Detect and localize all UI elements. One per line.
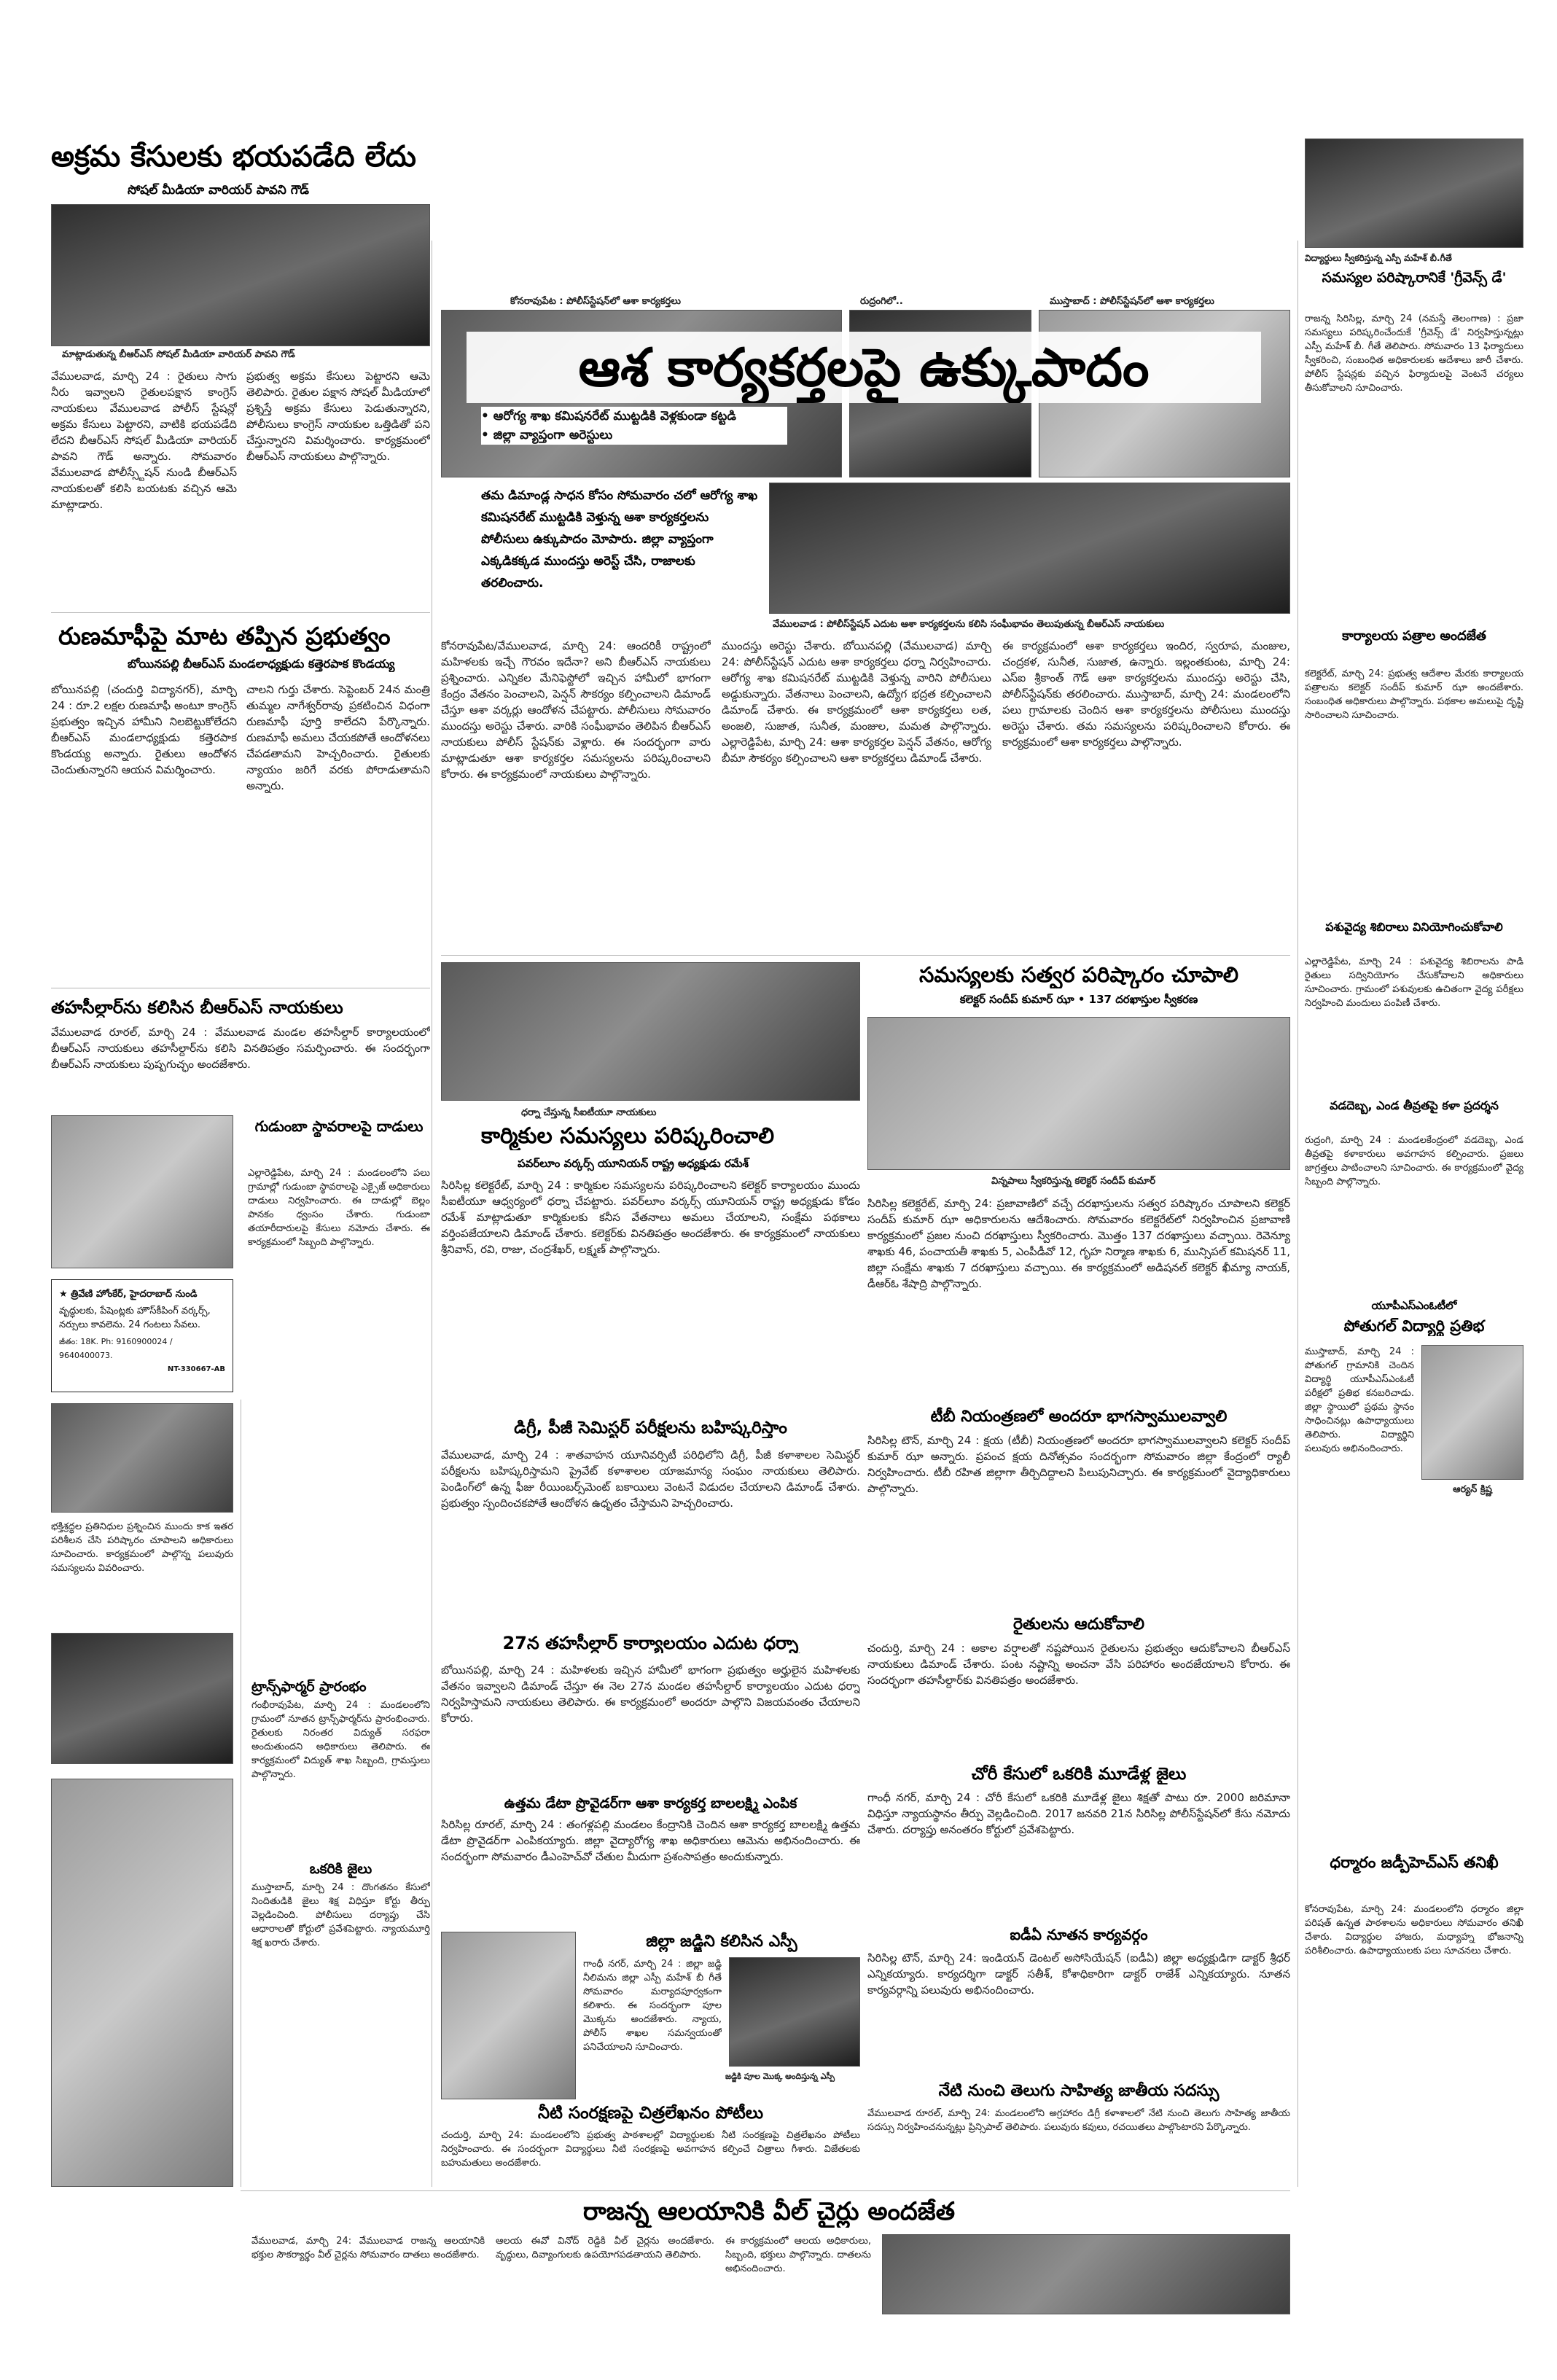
kicker-mustabad: ముస్తాబాద్ : పోలీస్‌స్టేషన్‌లో ఆశా కార్యకర్తలు — [1050, 296, 1214, 307]
bullet-item: • ఆరోగ్య శాఖ కమిషనరేట్ ముట్టడికి వెళ్లకుండా కట్టడి — [481, 407, 787, 426]
headline-rajanna-wheelchairs: రాజన్న ఆలయానికి వీల్ చైర్లు అందజేత — [582, 2197, 956, 2226]
story-text: చందుర్తి, మార్చి 24: మండలంలోని ప్రభుత్వ పాఠశాలల్లో విద్యార్థులకు నీటి సంరక్షణపై చిత్రలేఖనం పోటీలు నిర్వహించారు. ఈ సందర్భంగా విద్యార్థులు నీటి సంరక్షణపై అవగాహన కల్పించే చిత్రాలు గీశారు. విజేతలకు బహుమతులు అందజేశారు. — [441, 2130, 860, 2169]
story-text: ముందస్తు అరెస్టు చేశారు. బోయినపల్లి (వేములవాడ) మార్చి 24: పోలీస్‌స్టేషన్ ఎదుట ఆశా కార్యకర్తలు ధర్నా నిర్వహించారు. ఆరోగ్య శాఖ కమిషనరేట్ ముట్టడికి వెళ్తున్న వారిని పోలీసులు అడ్డుకున్నారు. వేతనాలు పెంచాలని, ఉద్యోగ భద్రత కల్పించాలని డిమాండ్ చేశారు. ఈ కార్యక్రమంలో ఆశా కార్యకర్తలు లత, అంజలి, సుజాత, సునీత, మంజుల, మమత పాల్గొన్నారు. ఎల్లారెడ్డిపేట, మార్చి 24: ఆశా కార్యకర్తల పెన్షన్ వేతనం, ఆరోగ్య బీమా సౌకర్యం కల్పించాలని ఆశా కార్యకర్తలు డిమాండ్ చేశారు. — [722, 639, 991, 765]
story-text: ప్రభుత్వ అక్రమ కేసులు పెట్టారని ఆమె తెలిపారు. రైతుల పక్షాన సోషల్ మీడియాలో ప్రశ్నిస్తే అక్రమ కేసులు పెడుతున్నారని, పోలీసులు కాంగ్రెస్ నాయకుల ఒత్తిడితో పని చేస్తున్నారని విమర్శించారు. కార్యక్రమంలో బీఆర్ఎస్ నాయకులు పాల్గొన్నారు. — [246, 370, 430, 463]
story-text: సిరిసిల్ల టౌన్, మార్చి 24 : క్షయ (టీబీ) నియంత్రణలో అందరూ భాగస్వాములవ్వాలని కలెక్టర్ సందీప్ కుమార్ ఝా అన్నారు. ప్రపంచ క్షయ దినోత్సవం సందర్భంగా సోమవారం జిల్లా కేంద్రంలో ర్యాలీ నిర్వహించారు. టీబీ రహిత జిల్లాగా తీర్చిదిద్దాలని పిలుపునిచ్చారు. ఈ కార్యక్రమంలో వైద్యాధికారులు పాల్గొన్నారు. — [867, 1434, 1290, 1495]
bullet-item: • జిల్లా వ్యాప్తంగా అరెస్టులు — [481, 426, 787, 445]
story-text: వేములవాడ, మార్చి 24: వేములవాడ రాజన్న ఆలయానికి భక్తుల సౌకర్యార్థం వీల్ చైర్లను సోమవారం దాతలు అందజేశారు. — [251, 2236, 485, 2260]
section-divider — [441, 955, 1290, 956]
headline-akrama-kesulu: అక్రమ కేసులకు భయపడేది లేదు — [51, 140, 417, 173]
story-text: ఎల్లారెడ్డిపేట, మార్చి 24 : మండలంలోని పలు గ్రామాల్లో గుడుంబా స్థావరాలపై ఎక్సైజ్ అధికారులు దాడులు నిర్వహించారు. ఈ దాడుల్లో బెల్లం పానకం ధ్వంసం చేశారు. గుడుంబా తయారీదారులపై కేసులు నమోదు చేశారు. ఈ కార్యక్రమంలో సిబ్బంది పాల్గొన్నారు. — [248, 1168, 430, 1248]
headline-veterinary-camps: పశువైద్య శిబిరాలు వినియోగించుకోవాలి — [1325, 920, 1503, 934]
story-text: కలెక్టరేట్, మార్చి 24: ప్రభుత్వ ఆదేశాల మేరకు కార్యాలయ పత్రాలను కలెక్టర్ సందీప్ కుమార్ ఝా అందజేశారు. సంబంధిత అధికారులు పాల్గొన్నారు. పథకాల అమలుపై దృష్టి సారించాలని సూచించారు. — [1305, 668, 1523, 721]
byline-pavani-goud: సోషల్ మీడియా వారియర్ పావని గౌడ్ — [128, 183, 309, 198]
headline-theft-jail: చోరీ కేసులో ఒకరికి మూడేళ్ల జైలు — [971, 1765, 1187, 1784]
headline-asha-karyakartalu: ఆశ కార్యకర్తలపై ఉక్కుపాదం — [467, 332, 1261, 403]
headline-tb-control: టీబీ నియంత్రణలో అందరూ భాగస్వాములవ్వాలి — [930, 1408, 1228, 1426]
photo-student — [1421, 1345, 1523, 1480]
story-text: రాజన్న సిరిసిల్ల, మార్చి 24 (నమస్తే తెలంగాణ) : ప్రజా సమస్యలు పరిష్కరించేందుకే 'గ్రీవెన్స్ డే' నిర్వహిస్తున్నట్లు ఎస్పీ మహేశ్ బీ. గీతే తెలిపారు. సోమవారం 13 ఫిర్యాదులు స్వీకరించి, సంబంధిత అధికారులకు ఆదేశాలు జారీ చేశారు. పోలీస్ స్టేషన్లకు వచ్చిన ఫిర్యాదులపై వెంటనే చర్యలు తీసుకోవాలని సూచించారు. — [1305, 313, 1523, 394]
story-text: బోయినపల్లి, మార్చి 24 : మహిళలకు ఇచ్చిన హామీలో భాగంగా ప్రభుత్వం అర్హులైన మహిళలకు వేతనం ఇవ్వాలని డిమాండ్ చేస్తూ ఈ నెల 27న మండల తహసీల్దార్ కార్యాలయం ఎదుట ధర్నా నిర్వహిస్తామని నాయకులు తెలిపారు. ఈ కార్యక్రమంలో అందరూ పాల్గొని విజయవంతం చేయాలని కోరారు. — [441, 1663, 860, 1725]
headline-karmikula-samasyalu: కార్మికుల సమస్యలు పరిష్కరించాలి — [481, 1123, 775, 1149]
headline-heatwave-show: వడదెబ్బ, ఎండ తీవ్రతపై కళా ప్రదర్శన — [1330, 1099, 1499, 1112]
headline-office-papers: కార్యాలయ పత్రాల అందజేత — [1342, 628, 1486, 644]
kicker-konaraopeta: కోనరావుపేట : పోలీస్‌స్టేషన్‌లో ఆశా కార్యకర్తలు — [510, 296, 681, 307]
ad-title: ★ త్రివేణి హోంకేర్, హైదరాబాద్ నుండి — [59, 1289, 198, 1300]
story-text: సిరిసిల్ల రూరల్, మార్చి 24 : తంగళ్లపల్లి మండలం కేంద్రానికి చెందిన ఆశా కార్యకర్త బాలలక్ష్మి ఉత్తమ డేటా ప్రొవైడర్‌గా ఎంపికయ్యారు. జిల్లా వైద్యారోగ్య శాఖ అధికారులు ఆమెను అభినందించారు. ఈ సందర్భంగా సోమవారం డీఎంహెచ్‌వో చేతుల మీదుగా ప్రశంసాపత్రం అందుకున్నారు. — [441, 1818, 860, 1863]
story-text: బోయినపల్లి (చందుర్తి విద్యానగర్), మార్చి 24 : రూ.2 లక్షల రుణమాఫీ అంటూ కాంగ్రెస్ ప్రభుత్వం ఇచ్చిన హామీని నిలబెట్టుకోలేదని బీఆర్ఎస్ మండలాధ్యక్షుడు కత్తెరపాక కొండయ్య అన్నారు. రైతులు ఆందోళన చెందుతున్నారని ఆయన విమర్శించారు. — [51, 683, 237, 776]
photo-pavani-goud — [51, 204, 430, 346]
story-text: ఈ కార్యక్రమంలో ఆలయ అధికారులు, సిబ్బంది, భక్తులు పాల్గొన్నారు. దాతలను అభినందించారు. — [725, 2236, 871, 2274]
photo-caption: వేములవాడ : పోలీస్‌స్టేషన్ ఎదుట ఆశా కార్యకర్తలను కలిసి సంఘీభావం తెలుపుతున్న బీఆర్ఎస్ నాయకులు — [773, 619, 1165, 630]
headline-okariki-jailu: ఒకరికి జైలు — [309, 1861, 372, 1877]
kicker-rudrangi: రుద్రంగిలో.. — [860, 296, 903, 307]
photo-caption: మాట్లాడుతున్న బీఆర్ఎస్ సోషల్ మీడియా వారియర్ పావని గౌడ్ — [62, 349, 295, 360]
story-text: రుద్రంగి, మార్చి 24 : మండలకేంద్రంలో వడదెబ్బ, ఎండ తీవ్రతపై కళాకారులు అవగాహన కల్పించారు. ప్రజలు జాగ్రత్తలు పాటించాలని సూచించారు. ఈ కార్యక్రమంలో వైద్య సిబ్బంది పాల్గొన్నారు. — [1305, 1135, 1523, 1187]
photo-sp-judge-left — [441, 1932, 576, 2099]
photo-rajanna-temple — [882, 2234, 1290, 2314]
section-divider — [241, 2190, 1290, 2191]
story-text: గంభీరావుపేట, మార్చి 24 : మండలంలోని గ్రామంలో నూతన ట్రాన్స్‌ఫార్మర్‌ను ప్రారంభించారు. రైతులకు నిరంతర విద్యుత్ సరఫరా అందుతుందని అధికారులు తెలిపారు. ఈ కార్యక్రమంలో విద్యుత్ శాఖ సిబ్బంది, గ్రామస్తులు పాల్గొన్నారు. — [251, 1700, 430, 1780]
headline-transformer: ట్రాన్స్‌ఫార్మర్ ప్రారంభం — [251, 1679, 367, 1695]
headline-telugu-seminar: నేటి నుంచి తెలుగు సాహిత్య జాతీయ సదస్సు — [938, 2082, 1220, 2100]
ad-phone: జీతం: 18K. Ph: 9160900024 / 9640400073. — [59, 1337, 173, 1360]
headline-dharna-27: 27న తహసీల్దార్ కార్యాలయం ఎదుట ధర్నా — [502, 1633, 799, 1653]
headline-grievance-day: సమస్యల పరిష్కారానికే 'గ్రీవెన్స్ డే' — [1322, 270, 1507, 286]
story-text: ఆలయ ఈవో వినోద్ రెడ్డికి వీల్ చైర్లను అందజేశారు. వృద్ధులు, దివ్యాంగులకు ఉపయోగపడతాయని తెలిపారు. — [496, 2236, 714, 2260]
headline-dharmaram-zphs: ధర్మారం జడ్పీహెచ్ఎస్ తనిఖీ — [1330, 1854, 1499, 1871]
byline-ramesh: పవర్‌లూం వర్కర్స్ యూనియన్ రాష్ట్ర అధ్యక్షుడు రమేశ్ — [518, 1157, 749, 1170]
bullet-list — [481, 407, 787, 445]
story-text: వేములవాడ, మార్చి 24 : శాతవాహన యూనివర్సిటీ పరిధిలోని డిగ్రీ, పీజీ కళాశాలల సెమిస్టర్ పరీక్షలను బహిష్కరిస్తామని ప్రైవేట్ కళాశాలల యాజమాన్య సంఘం నాయకులు తెలిపారు. పెండింగ్‌లో ఉన్న ఫీజు రీయింబర్స్‌మెంట్ బకాయిలు వెంటనే విడుదల చేయాలని డిమాండ్ చేశారు. ప్రభుత్వం స్పందించకపోతే ఆందోళన ఉధృతం చేస్తామని హెచ్చరించారు. — [441, 1448, 860, 1510]
photo-left-bottom-2 — [51, 1779, 233, 2187]
story-text: ముస్తాబాద్, మార్చి 24 : పోతుగల్ గ్రామానికి చెందిన విద్యార్థి యూపీఎస్ఎంఓటీ పరీక్షలో ప్రతిభ కనబరిచాడు. జిల్లా స్థాయిలో ప్రథమ స్థానం సాధించినట్లు ఉపాధ్యాయులు తెలిపారు. విద్యార్థిని పలువురు అభినందించారు. — [1305, 1346, 1414, 1454]
headline-tahsildar: తహసీల్దార్‌ను కలిసిన బీఆర్ఎస్ నాయకులు — [51, 997, 343, 1018]
story-text: ఎల్లారెడ్డిపేట, మార్చి 24 : పశువైద్య శిబిరాలను పాడి రైతులు సద్వినియోగం చేసుకోవాలని అధికారులు సూచించారు. గ్రామంలో పశువులకు ఉచితంగా వైద్య పరీక్షలు నిర్వహించి మందులు పంపిణీ చేశారు. — [1305, 956, 1523, 1009]
headline-ida: ఐడీఏ నూతన కార్యవర్గం — [1010, 1926, 1148, 1943]
story-text — [1305, 1502, 1523, 1808]
story-summary: తమ డిమాండ్ల సాధన కోసం సోమవారం చలో ఆరోగ్య శాఖ కమిషనరేట్ ముట్టడికి వెళ్తున్న ఆశా కార్యకర్తలను పోలీసులు ఉక్కుపాదం మోపారు. జిల్లా వ్యాప్తంగా ఎక్కడికక్కడ ముందస్తు అరెస్ట్ చేసి, రాజాలకు తరలించారు. — [481, 488, 758, 590]
photo-gudumba-left — [51, 1115, 233, 1268]
photo-sp-judge — [729, 1957, 860, 2067]
byline-kondayya: బోయినపల్లి బీఆర్ఎస్ మండలాధ్యక్షుడు కత్తెరపాక కొండయ్య — [128, 657, 395, 671]
byline-collector: కలెక్టర్ సందీప్ కుమార్ ఝా • 137 దరఖాస్తుల స్వీకరణ — [959, 993, 1198, 1006]
headline-gudumba: గుడుంబా స్థావరాలపై దాడులు — [254, 1117, 424, 1135]
story-text: గాంధీ నగర్, మార్చి 24 : జిల్లా జడ్జి నీలిమను జిల్లా ఎస్పీ మహేశ్ బీ గీతే సోమవారం మర్యాదపూర్వకంగా కలిశారు. ఈ సందర్భంగా పూల మొక్కను అందజేశారు. న్యాయ, పోలీస్ శాఖల సమన్వయంతో పనిచేయాలని సూచించారు. — [583, 1959, 722, 2053]
photo-grievance — [1305, 138, 1523, 248]
photo-collector — [867, 1017, 1290, 1170]
ad-code: NT-330667-AB — [167, 1365, 225, 1373]
headline-sp-meets-judge: జిల్లా జడ్జిని కలిసిన ఎస్పీ — [646, 1932, 797, 1951]
story-text: సిరిసిల్ల కలెక్టరేట్, మార్చి 24 : కార్మికుల సమస్యలను పరిష్కరించాలని కలెక్టర్ కార్యాలయం ముందు సీఐటీయూ ఆధ్వర్యంలో ధర్నా చేపట్టారు. పవర్‌లూం వర్కర్స్ యూనియన్ రాష్ట్ర అధ్యక్షుడు కోడం రమేశ్ మాట్లాడుతూ కార్మికులకు కనీస వేతనాలు అమలు చేయాలని, సంక్షేమ పథకాలు వర్తింపజేయాలని డిమాండ్ చేశారు. కలెక్టర్‌కు వినతిపత్రం అందజేశారు. ఈ కార్యక్రమంలో నాయకులు శ్రీనివాస్, రవి, రాజు, చంద్రశేఖర్, లక్ష్మణ్ పాల్గొన్నారు. — [441, 1179, 860, 1256]
headline-potugal-student: పోతుగల్ విద్యార్థి ప్రతిభ — [1343, 1317, 1485, 1335]
classified-ad — [51, 1279, 233, 1392]
story-text: కోనరావుపేట/వేములవాడ, మార్చి 24: ఆందరికీ రాష్ట్రంలో మహిళలకు ఇచ్చే గౌరవం ఇదేనా? అని బీఆర్ఎస్ నాయకులు ప్రశ్నించారు. ఎన్నికల మేనిఫెస్టోలో ఇచ్చిన హామీలో భాగంగా కేంద్రం వేతనం పెంచాలని, పెన్షన్ సౌకర్యం కల్పించాలని డిమాండ్ చేస్తూ ఆశా వర్కర్లు ఆందోళన చేపట్టారు. పోలీసులు సోమవారం ముందస్తు అరెస్టు చేశారు. వారికి సంఘీభావం తెలిపిన బీఆర్ఎస్ నాయకులు పోలీస్ స్టేషన్‌కు వెళ్లారు. ఈ సందర్భంగా వారు మాట్లాడుతూ ఆశా కార్యకర్తల సమస్యలను పరిష్కరించాలని కోరారు. ఈ కార్యక్రమంలో నాయకులు పాల్గొన్నారు. — [441, 639, 711, 781]
story-text: చందుర్తి, మార్చి 24 : అకాల వర్షాలతో నష్టపోయిన రైతులను ప్రభుత్వం ఆదుకోవాలని బీఆర్ఎస్ నాయకులు డిమాండ్ చేశారు. పంట నష్టాన్ని అంచనా వేసి పరిహారం అందజేయాలని కోరారు. ఈ సందర్భంగా తహసీల్దార్‌కు వినతిపత్రం అందజేశారు. — [867, 1642, 1290, 1687]
story-text: చాలని గుర్తు చేశారు. సెప్టెంబర్ 24న మంత్రి తుమ్మల నాగేశ్వర్‌రావు ప్రకటించిన విధంగా రుణమాఫీ పూర్తి కాలేదని పేర్కొన్నారు. రుణమాఫీ అమలు చేయకపోతే ఆందోళనలు చేపడతామని హెచ్చరించారు. రైతులకు న్యాయం జరిగే వరకు పోరాడుతామని అన్నారు. — [246, 683, 430, 792]
headline-runamafi: రుణమాఫీపై మాట తప్పిన ప్రభుత్వం — [58, 622, 391, 650]
headline-farmers: రైతులను ఆదుకోవాలి — [1012, 1615, 1145, 1634]
photo-caption: ఆర్యన్ క్రిష్ణ — [1453, 1484, 1492, 1495]
headline-satvara-parishkaram: సమస్యలకు సత్వర పరిష్కారం చూపాలి — [918, 962, 1239, 987]
story-text: వేములవాడ రూరల్, మార్చి 24: మండలంలోని అగ్రహారం డిగ్రీ కళాశాలలో నేటి నుంచి తెలుగు సాహిత్య జాతీయ సదస్సు నిర్వహించనున్నట్లు ప్రిన్సిపాల్ తెలిపారు. పలువురు కవులు, రచయితలు పాల్గొంటారని పేర్కొన్నారు. — [867, 2108, 1290, 2133]
story-text: కోనరావుపేట, మార్చి 24: మండలంలోని ధర్మారం జిల్లా పరిషత్ ఉన్నత పాఠశాలను అధికారులు సోమవారం తనిఖీ చేశారు. విద్యార్థుల హాజరు, మధ్యాహ్న భోజనాన్ని పరిశీలించారు. ఉపాధ్యాయులకు పలు సూచనలు చేశారు. — [1305, 1904, 1523, 1956]
story-text: భక్తిశ్రద్ధల ప్రతినిధుల ప్రశ్నించిన ముందు కాక ఇతర పరిశీలన చేసి పరిష్కారం చూపాలని అధికారులు సూచించారు. కార్యక్రమంలో పాల్గొన్న పలువురు సమస్యలను వివరించారు. — [51, 1521, 233, 1574]
story-text: సిరిసిల్ల కలెక్టరేట్, మార్చి 24: ప్రజావాణిలో వచ్చే దరఖాస్తులను సత్వర పరిష్కారం చూపాలని కలెక్టర్ సందీప్ కుమార్ ఝా అధికారులను ఆదేశించారు. సోమవారం కలెక్టరేట్‌లో నిర్వహించిన ప్రజావాణి కార్యక్రమంలో ప్రజల నుంచి దరఖాస్తులు స్వీకరించారు. మొత్తం 137 దరఖాస్తులు వచ్చాయి. రెవెన్యూ శాఖకు 46, పంచాయతీ శాఖకు 5, ఎంపీడీవో 12, గృహ నిర్మాణ శాఖకు 6, మున్సిపల్ కమిషనర్ 11, జిల్లా సంక్షేమ శాఖకు 7 దరఖాస్తులు వచ్చాయి. ఈ కార్యక్రమంలో అడిషనల్ కలెక్టర్ ఖీమ్యా నాయక్, డీఆర్ఓ శేషాద్రి పాల్గొన్నారు. — [867, 1197, 1290, 1290]
photo-caption: విన్నపాలు స్వీకరిస్తున్న కలెక్టర్ సందీప్ కుమార్ — [991, 1176, 1156, 1187]
kicker-sp-grievance: విద్యార్థులు స్వీకరిస్తున్న ఎస్పీ మహేశ్ బీ.గీతే — [1305, 253, 1452, 263]
headline-degree-pg: డిగ్రీ, పీజీ సెమిస్టర్ పరీక్షలను బహిష్కరిస్తాం — [514, 1419, 787, 1437]
story-text: గాంధీ నగర్, మార్చి 24 : చోరీ కేసులో ఒకరికి మూడేళ్ల జైలు శిక్షతో పాటు రూ. 2000 జరిమానా విధిస్తూ న్యాయస్థానం తీర్పు వెల్లడించింది. 2017 జనవరి 21న సిరిసిల్ల పోలీస్‌స్టేషన్‌లో కేసు నమోదు చేశారు. దర్యాప్తు అనంతరం కోర్టులో ప్రవేశపెట్టారు. — [867, 1791, 1290, 1836]
photo-left-event — [51, 1403, 233, 1513]
story-text: సిరిసిల్ల టౌన్, మార్చి 24: ఇండియన్ డెంటల్ అసోసియేషన్ (ఐడీఏ) జిల్లా అధ్యక్షుడిగా డాక్టర్ శ్రీధర్ ఎన్నికయ్యారు. కార్యదర్శిగా డాక్టర్ సతీశ్, కోశాధికారిగా డాక్టర్ రాజేశ్ ఎన్నికయ్యారు. నూతన కార్యవర్గాన్ని పలువురు అభినందించారు. — [867, 1951, 1290, 1997]
story-text: వేములవాడ రూరల్, మార్చి 24 : వేములవాడ మండల తహసీల్దార్ కార్యాలయంలో బీఆర్ఎస్ నాయకులు తహసీల్దార్‌ను కలిసి వినతిపత్రం సమర్పించారు. ఈ సందర్భంగా బీఆర్ఎస్ నాయకులు పుష్పగుచ్ఛం అందజేశారు. — [51, 1026, 430, 1071]
kicker-upsmot: యూపీఎస్ఎంఓటీలో — [1371, 1299, 1457, 1312]
story-text: ముస్తాబాద్, మార్చి 24 : దొంగతనం కేసులో నిందితుడికి జైలు శిక్ష విధిస్తూ కోర్టు తీర్పు వెల్లడించింది. పోలీసులు దర్యాప్తు చేసి ఆధారాలతో కోర్టులో ప్రవేశపెట్టారు. న్యాయమూర్తి శిక్ష ఖరారు చేశారు. — [251, 1882, 430, 1948]
kicker-citu: ధర్నా చేస్తున్న సీఐటీయూ నాయకులు — [521, 1107, 657, 1118]
story-text: ఈ కార్యక్రమంలో ఆశా కార్యకర్తలు ఇందిర, స్వరూప, మంజుల, చంద్రకళ, సునీత, సుజాత, ఉన్నారు. ఇల్లంతకుంట, మార్చి 24: ఎస్ఐ శ్రీకాంత్ గౌడ్ ఆశా కార్యకర్తలను ముందస్తు అరెస్టు చేసి, పోలీస్‌స్టేషన్‌కు తరలించారు. ముస్తాబాద్, మార్చి 24: మండలంలోని పలు గ్రామాలకు చెందిన ఆశా కార్యకర్తలను పోలీసులు ముందస్తు అరెస్టు చేశారు. తమ సమస్యలను పరిష్కరించాలని కోరారు. ఈ కార్యక్రమంలో ఆశా కార్యకర్తలు పాల్గొన్నారు. — [1002, 639, 1290, 749]
story-text: వేములవాడ, మార్చి 24 : రైతులు సాగు నీరు ఇవ్వాలని రైతులపక్షాన కాంగ్రెస్ నాయకులు వేములవాడ పోలీస్ స్టేషన్లో అక్రమ కేసులు పెట్టారని, వాటికి భయపడేది లేదని బీఆర్ఎస్ సోషల్ మీడియా వారియర్ పావని గౌడ్ అన్నారు. సోమవారం వేములవాడ పోలీస్స్టేషన్ నుండి బీఆర్ఎస్ నాయకులతో కలిసి బయటకు వచ్చిన ఆమె మాట్లాడారు. — [51, 370, 237, 511]
photo-caption: జడ్జికి పూల మొక్క అందిస్తున్న ఎస్పీ — [725, 2072, 835, 2081]
headline-water-conservation: నీటి సంరక్షణపై చిత్రలేఖనం పోటీలు — [537, 2104, 764, 2123]
headline-best-data-provider: ఉత్తమ డేటా ప్రొవైడర్‌గా ఆశా కార్యకర్త బాలలక్ష్మి ఎంపిక — [504, 1795, 797, 1811]
ad-body: వృద్ధులకు, పేషెంట్లకు హౌస్‌కీపింగ్ వర్కర్స్, నర్సులు కావలెను. 24 గంటలు సేవలు. — [59, 1306, 211, 1330]
section-divider — [51, 612, 430, 613]
photo-left-bottom — [51, 1633, 233, 1764]
photo-asha-vemulawada — [769, 483, 1290, 614]
photo-citu-dharna — [441, 962, 860, 1101]
